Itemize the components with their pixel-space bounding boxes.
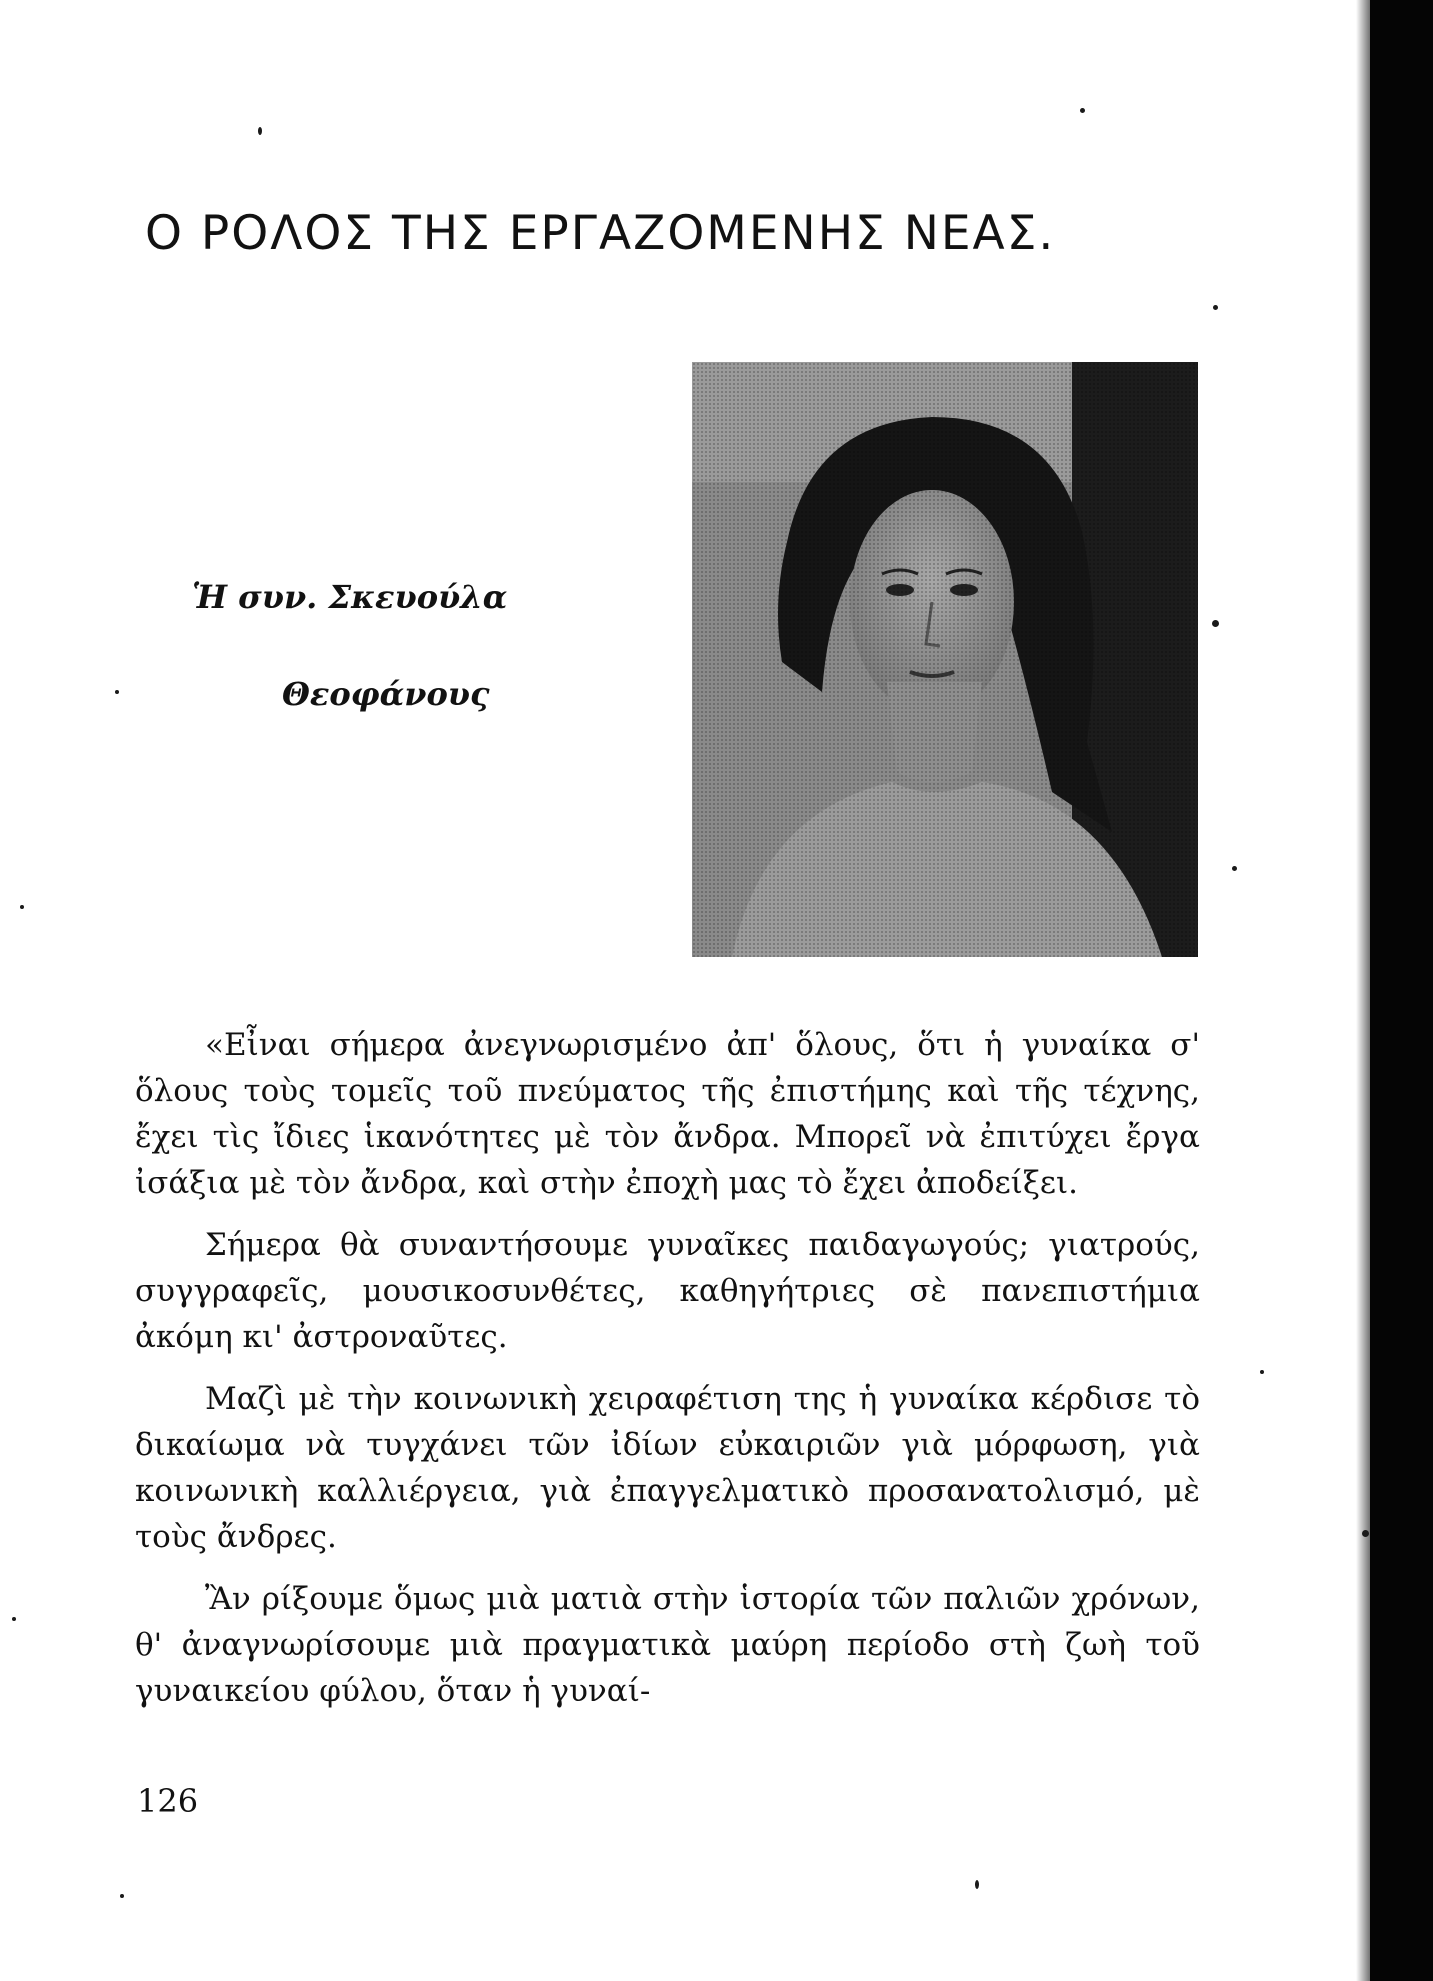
paragraph-2: Σήμερα θὰ συναντήσουμε γυναῖκες παιδαγωγούς; γιατρούς, συγγραφεῖς, μουσικοσυνθέτες, καθηγήτριες σὲ πανεπιστήμια ἀκόμη κι' ἀστροναῦτες. [135, 1227, 1200, 1355]
scan-speck [1213, 305, 1218, 310]
scan-speck [120, 1894, 124, 1898]
scan-speck [1362, 1530, 1369, 1537]
scan-speck [1232, 866, 1237, 871]
portrait-image [692, 362, 1198, 957]
scan-speck [12, 1617, 16, 1621]
scan-speck [1212, 620, 1219, 627]
portrait-photo [692, 362, 1198, 957]
scan-speck [258, 127, 262, 135]
scan-speck [20, 905, 24, 909]
paragraph-3: Μαζὶ μὲ τὴν κοινωνικὴ χειραφέτιση της ἡ γυναίκα κέρδισε τὸ δικαίωμα νὰ τυγχάνει τῶν ἰδίων εὐκαιριῶν γιὰ μόρφωση, γιὰ κοινωνικὴ καλλιέργεια, γιὰ ἐπαγγελματικὸ προσανατολισμό, μὲ τοὺς ἄνδρες. [135, 1381, 1200, 1555]
binding-shadow [1370, 0, 1433, 1981]
paragraph-4: Ἂν ρίξουμε ὅμως μιὰ ματιὰ στὴν ἱστορία τῶν παλιῶν χρόνων, θ' ἀναγνωρίσουμε μιὰ πραγματικὰ μαύρη περίοδο στὴ ζωὴ τοῦ γυναικείου φύλου, ὅταν ἡ γυναί- [135, 1581, 1200, 1709]
article-body [135, 1022, 1200, 1730]
page-number: 126 [137, 1782, 199, 1820]
photo-caption-line-1: Ἡ συν. Σκευούλα [192, 578, 508, 616]
article-title: Ο ΡΟΛΟΣ ΤΗΣ ΕΡΓΑΖΟΜΕΝΗΣ ΝΕΑΣ. [145, 206, 1056, 261]
photo-caption-line-2: Θεοφάνους [282, 675, 490, 713]
scan-speck [975, 1880, 979, 1889]
paragraph-1: «Εἶναι σήμερα ἀνεγνωρισμένο ἀπ' ὅλους, ὅτι ἡ γυναίκα σ' ὅλους τοὺς τομεῖς τοῦ πνεύματος τῆς ἐπιστήμης καὶ τῆς τέχνης, ἔχει τὶς ἴδιες ἱκανότητες μὲ τὸν ἄνδρα. Μπορεῖ νὰ ἐπιτύχει ἔργα ἰσάξια μὲ τὸν ἄνδρα, καὶ στὴν ἐποχὴ μας τὸ ἔχει ἀποδείξει. [135, 1027, 1200, 1201]
scan-speck [1260, 1370, 1264, 1374]
scan-speck [115, 690, 119, 694]
scan-speck [1080, 108, 1085, 113]
